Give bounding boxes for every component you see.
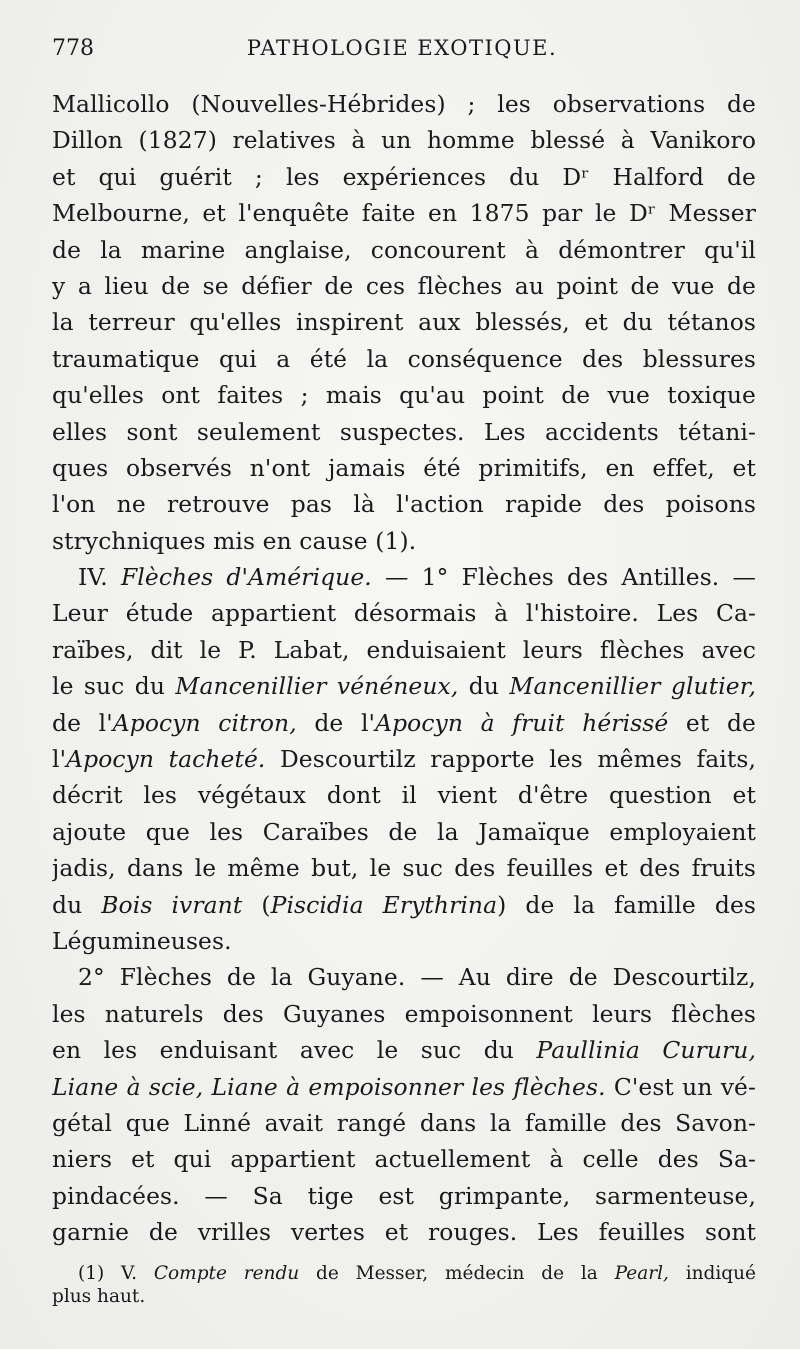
text-line: jadis, dans le même but, le suc des feuilles et des fruits — [52, 854, 756, 883]
text-line — [52, 1032, 756, 1068]
text-line — [52, 741, 756, 777]
text-line: ajoute que les Caraïbes de la Jamaïque employaient — [52, 817, 756, 846]
italic-run: Piscidia Erythrina — [270, 890, 498, 919]
text-line — [52, 668, 756, 704]
text-run: indiqué — [668, 1263, 756, 1284]
text-line: Dillon (1827) relatives à un homme blessé à Vanikoro — [52, 126, 756, 155]
italic-run: Mancenillier vénéneux, — [175, 672, 459, 701]
text-line — [52, 705, 756, 741]
text-line — [52, 1069, 756, 1105]
text-run: de l' — [296, 708, 376, 737]
section-heading-line — [52, 559, 756, 595]
text-line: Melbourne, et l'enquête faite en 1875 par le Dʳ Messer — [52, 199, 756, 228]
running-head: PATHOLOGIE EXOTIQUE. — [246, 36, 558, 60]
footnote-line: plus haut. — [52, 1286, 146, 1307]
text-line: ques observés n'ont jamais été primitifs, en effet, et — [52, 453, 756, 482]
text-line: de la marine anglaise, concourent à démontrer qu'il — [52, 235, 756, 264]
text-line: Légumineuses. — [52, 926, 232, 955]
text-run: (1) V. — [78, 1263, 154, 1284]
text-run: le suc du — [52, 672, 176, 701]
footnote — [52, 1262, 756, 1308]
text-run: — 1° Flèches des Antilles. — — [371, 563, 756, 592]
text-line: Mallicollo (Nouvelles-Hébrides) ; les observations de — [52, 90, 756, 118]
text-run: l' — [52, 745, 67, 774]
text-run: ) de la famille des — [497, 890, 756, 919]
italic-run: Liane à scie, Liane à empoisonner les flèches. — [52, 1072, 606, 1101]
text-line: y a lieu de se défier de ces flèches au point de vue de — [52, 271, 756, 300]
text-run: C'est un vé- — [605, 1072, 756, 1101]
italic-run: Mancenillier glutier, — [509, 672, 756, 701]
text-line: strychniques mis en cause (1). — [52, 526, 417, 555]
text-line: traumatique qui a été la conséquence des blessures — [52, 344, 756, 373]
italic-run: Bois ivrant — [101, 890, 243, 919]
text-run: de l' — [52, 708, 113, 737]
text-line: et qui guérit ; les expériences du Dʳ Halford de — [52, 162, 756, 191]
text-run: du — [458, 672, 510, 701]
body-text — [52, 86, 756, 1251]
italic-run: Compte rendu — [153, 1263, 300, 1284]
text-run: ( — [242, 890, 271, 919]
text-line: elles sont seulement suspectes. Les accidents tétani- — [52, 417, 756, 446]
text-run: IV. — [78, 563, 121, 592]
text-line: garnie de vrilles vertes et rouges. Les feuilles sont — [52, 1218, 756, 1247]
text-line: les naturels des Guyanes empoisonnent leurs flèches — [52, 999, 756, 1028]
italic-run: Flèches d'Amérique. — [120, 563, 372, 592]
text-line: Leur étude appartient désormais à l'histoire. Les Ca- — [52, 599, 756, 628]
text-run: Descourtilz rapporte les mêmes faits, — [265, 745, 756, 774]
text-run: du — [52, 890, 102, 919]
text-line: qu'elles ont faites ; mais qu'au point de vue toxique — [52, 381, 756, 410]
text-line: 2° Flèches de la Guyane. — Au dire de Descourtilz, — [78, 963, 756, 992]
text-line: pindacées. — Sa tige est grimpante, sarmenteuse, — [52, 1181, 756, 1210]
footnote-line — [52, 1262, 756, 1285]
italic-run: Apocyn à fruit hérissé — [375, 708, 669, 737]
text-line: niers et qui appartient actuellement à celle des Sa- — [52, 1145, 756, 1174]
text-line: l'on ne retrouve pas là l'action rapide des poisons — [52, 490, 756, 519]
page-number: 778 — [52, 36, 94, 61]
page-header — [52, 36, 752, 70]
text-run: de Messer, médecin de la — [299, 1263, 615, 1284]
text-line: décrit les végétaux dont il vient d'être question et — [52, 781, 756, 810]
text-line: la terreur qu'elles inspirent aux blessés, et du tétanos — [52, 308, 756, 337]
italic-run: Apocyn citron, — [112, 708, 297, 737]
text-line — [52, 887, 756, 923]
text-run: et de — [668, 708, 756, 737]
italic-run: Pearl, — [614, 1263, 669, 1284]
text-line: gétal que Linné avait rangé dans la famille des Savon- — [52, 1108, 756, 1137]
text-line: raïbes, dit le P. Labat, enduisaient leurs flèches avec — [52, 635, 756, 664]
italic-run: Paullinia Cururu, — [536, 1036, 756, 1065]
italic-run: Apocyn tacheté. — [66, 745, 266, 774]
text-run: en les enduisant avec le suc du — [52, 1036, 537, 1065]
